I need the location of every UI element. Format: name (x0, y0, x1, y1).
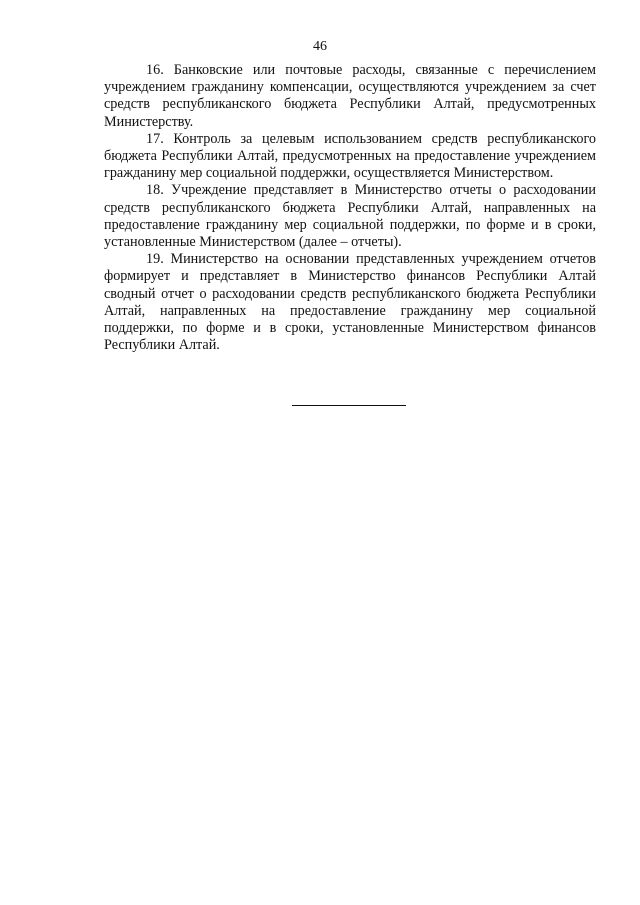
document-body (104, 62, 596, 354)
page-number: 46 (313, 39, 327, 54)
paragraph-17: 17. Контроль за целевым использованием средств республиканского бюджета Республики Алтай, предусмотренных на предоставление учреждением гражданину мер социальной поддержки, осуществляется Министерством. (104, 130, 596, 182)
paragraph-16: 16. Банковские или почтовые расходы, связанные с перечислением учреждением гражданину компенсации, осуществляются учреждением за счет средств республиканского бюджета Республики Алтай, предусмотренных Министерству. (104, 62, 596, 130)
paragraph-18: 18. Учреждение представляет в Министерство отчеты о расходовании средств республиканского бюджета Республики Алтай, направленных на предоставление гражданину мер социальной поддержки, по форме и в сроки, установленные Министерством (далее – отчеты). (104, 182, 596, 251)
paragraph-19: 19. Министерство на основании представленных учреждением отчетов формирует и представляет в Министерство финансов Республики Алтай сводный отчет о расходовании средств республиканского бюджета Республики Алтай, направленных на предоставление гражданину мер социальной поддержки, по форме и в сроки, установленные Министерством финансов Республики Алтай. (104, 251, 596, 354)
end-of-document-divider (292, 405, 406, 406)
